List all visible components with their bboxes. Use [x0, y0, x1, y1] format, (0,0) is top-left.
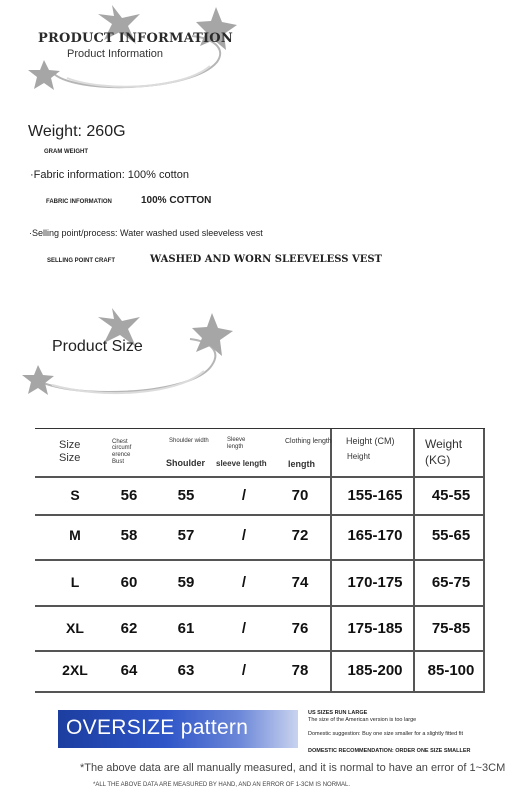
header-length: Clothing length [285, 438, 332, 445]
cell-sleeve: / [241, 574, 247, 591]
page-subtitle: Product Information [67, 48, 163, 60]
cell-length: 72 [291, 527, 309, 544]
fabric-label: ·Fabric information: 100% cotton [30, 169, 189, 181]
weight-sub-label: GRAM WEIGHT [44, 149, 88, 155]
table-row-divider [35, 559, 485, 561]
cell-weight: 65-75 [431, 574, 471, 591]
page-title: PRODUCT INFORMATION [38, 31, 233, 46]
cell-weight: 75-85 [431, 620, 471, 637]
selling-point-sub-label: SELLING POINT CRAFT [47, 258, 115, 264]
cell-weight: 85-100 [427, 662, 475, 679]
cell-chest: 56 [120, 487, 138, 504]
cell-sleeve: / [241, 527, 247, 544]
cell-size: M [69, 527, 81, 543]
header-size: Size [59, 439, 81, 451]
cell-chest: 64 [120, 662, 138, 679]
header-length-en: length [288, 459, 315, 469]
oversize-note-us: US SIZES RUN LARGE [308, 710, 368, 716]
selling-point-value: WASHED AND WORN SLEEVELESS VEST [150, 254, 383, 265]
cell-size: 2XL [62, 662, 88, 678]
cell-length: 70 [291, 487, 309, 504]
size-table [35, 428, 485, 691]
cell-height: 185-200 [347, 662, 403, 679]
cell-shoulder: 59 [177, 574, 195, 591]
size-section-title: Product Size [52, 338, 143, 355]
cell-length: 74 [291, 574, 309, 591]
header-shoulder-en: Shoulder [166, 458, 206, 468]
cell-sleeve: / [241, 620, 247, 637]
table-row-divider [35, 514, 485, 516]
header-chest: erence [112, 452, 131, 458]
selling-point-label: ·Selling point/process: Water washed used sleeveless vest [29, 228, 263, 238]
cell-weight: 55-65 [431, 527, 471, 544]
cell-height: 175-185 [347, 620, 403, 637]
oversize-label: OVERSIZE pattern [66, 716, 249, 739]
fabric-value: 100% COTTON [141, 195, 212, 206]
cell-height: 170-175 [347, 574, 403, 591]
cell-height: 155-165 [347, 487, 403, 504]
table-row-divider [35, 605, 485, 607]
cell-size: L [70, 574, 80, 590]
header-bust: Bust [112, 459, 125, 465]
cell-length: 78 [291, 662, 309, 679]
header-height: Height (CM) [346, 436, 395, 446]
cell-sleeve: / [241, 662, 247, 679]
header-weight-unit: (KG) [425, 453, 451, 467]
header-sleeve: length [227, 444, 244, 450]
oversize-note-domestic: Domestic suggestion: Buy one size smaller for a slightly fitted fit [308, 731, 463, 737]
cell-height: 165-170 [347, 527, 403, 544]
cell-size: S [70, 487, 80, 503]
header-size-en: Size [59, 452, 81, 464]
cell-sleeve: / [241, 487, 247, 504]
header-chest: Chest [112, 439, 128, 445]
table-row-divider [35, 476, 485, 478]
cell-weight: 45-55 [431, 487, 471, 504]
weight-label: Weight: 260G [28, 123, 126, 140]
table-row-divider [35, 691, 485, 693]
fabric-sub-label: FABRIC INFORMATION [46, 199, 112, 205]
header-chest: circumf [112, 445, 132, 451]
table-row-divider [35, 650, 485, 652]
header-sleeve: Sleeve [227, 437, 246, 443]
oversize-note-large: The size of the American version is too large [308, 717, 417, 723]
header-height-en: Height [347, 452, 371, 461]
cell-shoulder: 63 [177, 662, 195, 679]
oversize-note-recommendation: DOMESTIC RECOMMENDATION: ORDER ONE SIZE SMALLER [308, 748, 471, 754]
header-shoulder: Shoulder width [169, 438, 209, 444]
cell-chest: 58 [120, 527, 138, 544]
cell-shoulder: 55 [177, 487, 195, 504]
cell-shoulder: 61 [177, 620, 195, 637]
header-weight: Weight [425, 437, 463, 451]
header-sleeve-en: sleeve length [216, 459, 267, 468]
cell-size: XL [66, 620, 84, 636]
cell-shoulder: 57 [177, 527, 195, 544]
cell-length: 76 [291, 620, 309, 637]
cell-chest: 62 [120, 620, 138, 637]
cell-chest: 60 [120, 574, 138, 591]
footer-note: *The above data are all manually measured, and it is normal to have an error of 1~3CM [80, 762, 506, 774]
footer-note-en: *ALL THE ABOVE DATA ARE MEASURED BY HAND, AND AN ERROR OF 1-3CM IS NORMAL. [93, 782, 351, 788]
